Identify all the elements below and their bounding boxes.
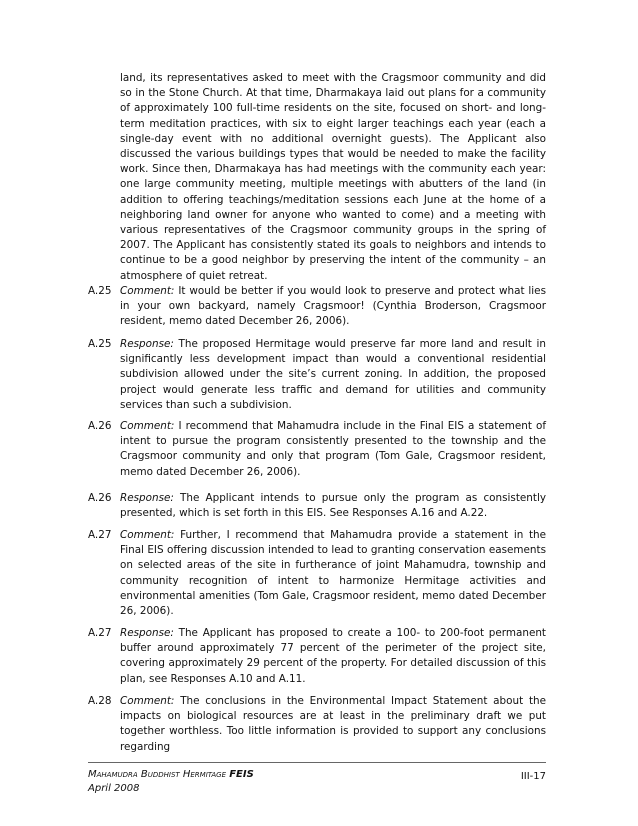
footer-document-info: [88, 768, 254, 796]
paragraph-body: I recommend that Mahamudra include in the Final EIS a statement of intent to pursue the program consistently presented to the township and the Cragsmoor community and only that program (Tom Gale, Cragsmoor resident, memo dated December 26, 2006).: [120, 420, 546, 478]
paragraph-label: Comment:: [120, 420, 175, 432]
paragraph-body: The conclusions in the Environmental Impact Statement about the impacts on biological resources are at least in the preliminary draft we put together worthless. Too little information is provided to support any conclusions regarding: [120, 695, 546, 753]
footer-feis: FEIS: [229, 769, 254, 780]
paragraph-label: Response:: [120, 627, 174, 639]
paragraph-number: A.28: [88, 695, 112, 707]
paragraph-body: land, its representatives asked to meet with the Cragsmoor community and did so in the Stone Church. At that time, Dharmakaya laid out plans for a community of approximately 100 full-time residents on the site, focused on short- and long-term meditation practices, with six to eight larger teachings each year (each a single-day event with no additional overnight guests). The Applicant also discussed the various buildings types that would be needed to make the facility work. Since then, Dharmakaya has had meetings with the community each year: one large community meeting, multiple meetings with abutters of the land (in addition to offering teachings/meditation sessions each June at the home of a neighboring land owner for anyone who wanted to come) and a meeting with various representatives of the Cragsmoor community groups in the spring of 2007. The Applicant has consistently stated its goals to neighbors and intends to continue to be a good neighbor by preserving the intent of the community – an atmosphere of quiet retreat.: [120, 72, 546, 282]
paragraph-body: The proposed Hermitage would preserve far more land and result in significantly less development impact than would a conventional residential subdivision allowed under the site’s current zoning. In addition, the proposed project would generate less traffic and demand for utilities and community services than such a subdivision.: [120, 338, 546, 411]
paragraph-body: It would be better if you would look to preserve and protect what lies in your own backyard, namely Cragsmoor! (Cynthia Broderson, Cragsmoor resident, memo dated December 26, 2006).: [120, 285, 546, 328]
footer-title: Mahamudra Buddhist Hermitage: [88, 769, 227, 780]
paragraph-body: The Applicant has proposed to create a 100- to 200-foot permanent buffer around approximately 77 percent of the perimeter of the project site, covering approximately 29 percent of the property. For detailed discussion of this plan, see Responses A.10 and A.11.: [120, 627, 546, 685]
paragraph-continuation: [120, 71, 546, 284]
footer-date: April 2008: [88, 783, 140, 794]
paragraph-body: The Applicant intends to pursue only the program as consistently presented, which is set forth in this EIS. See Responses A.16 and A.22.: [120, 492, 546, 520]
paragraph-label: Response:: [120, 338, 174, 350]
paragraph-a26-response: [88, 491, 546, 521]
paragraph-body: Further, I recommend that Mahamudra provide a statement in the Final EIS offering discussion intended to lead to granting conservation easements on selected areas of the site in furtherance of joint Mahamudra, township and community recognition of intent to harmonize Hermitage activities and environmental amenities (Tom Gale, Cragsmoor resident, memo dated December 26, 2006).: [120, 529, 546, 618]
paragraph-label: Comment:: [120, 695, 175, 707]
paragraph-number: A.25: [88, 285, 112, 297]
paragraph-number: A.27: [88, 627, 112, 639]
paragraph-label: Comment:: [120, 285, 175, 297]
footer-divider: [88, 762, 546, 763]
paragraph-number: A.26: [88, 420, 112, 432]
paragraph-a25-comment: [88, 284, 546, 330]
paragraph-label: Comment:: [120, 529, 175, 541]
paragraph-a27-comment: [88, 528, 546, 619]
paragraph-a25-response: [88, 337, 546, 413]
paragraph-label: Response:: [120, 492, 174, 504]
paragraph-a27-response: [88, 626, 546, 687]
paragraph-number: A.27: [88, 529, 112, 541]
paragraph-number: A.26: [88, 492, 112, 504]
paragraph-a28-comment: [88, 694, 546, 755]
page-number: III-17: [520, 771, 546, 782]
paragraph-a26-comment: [88, 419, 546, 480]
paragraph-number: A.25: [88, 338, 112, 350]
